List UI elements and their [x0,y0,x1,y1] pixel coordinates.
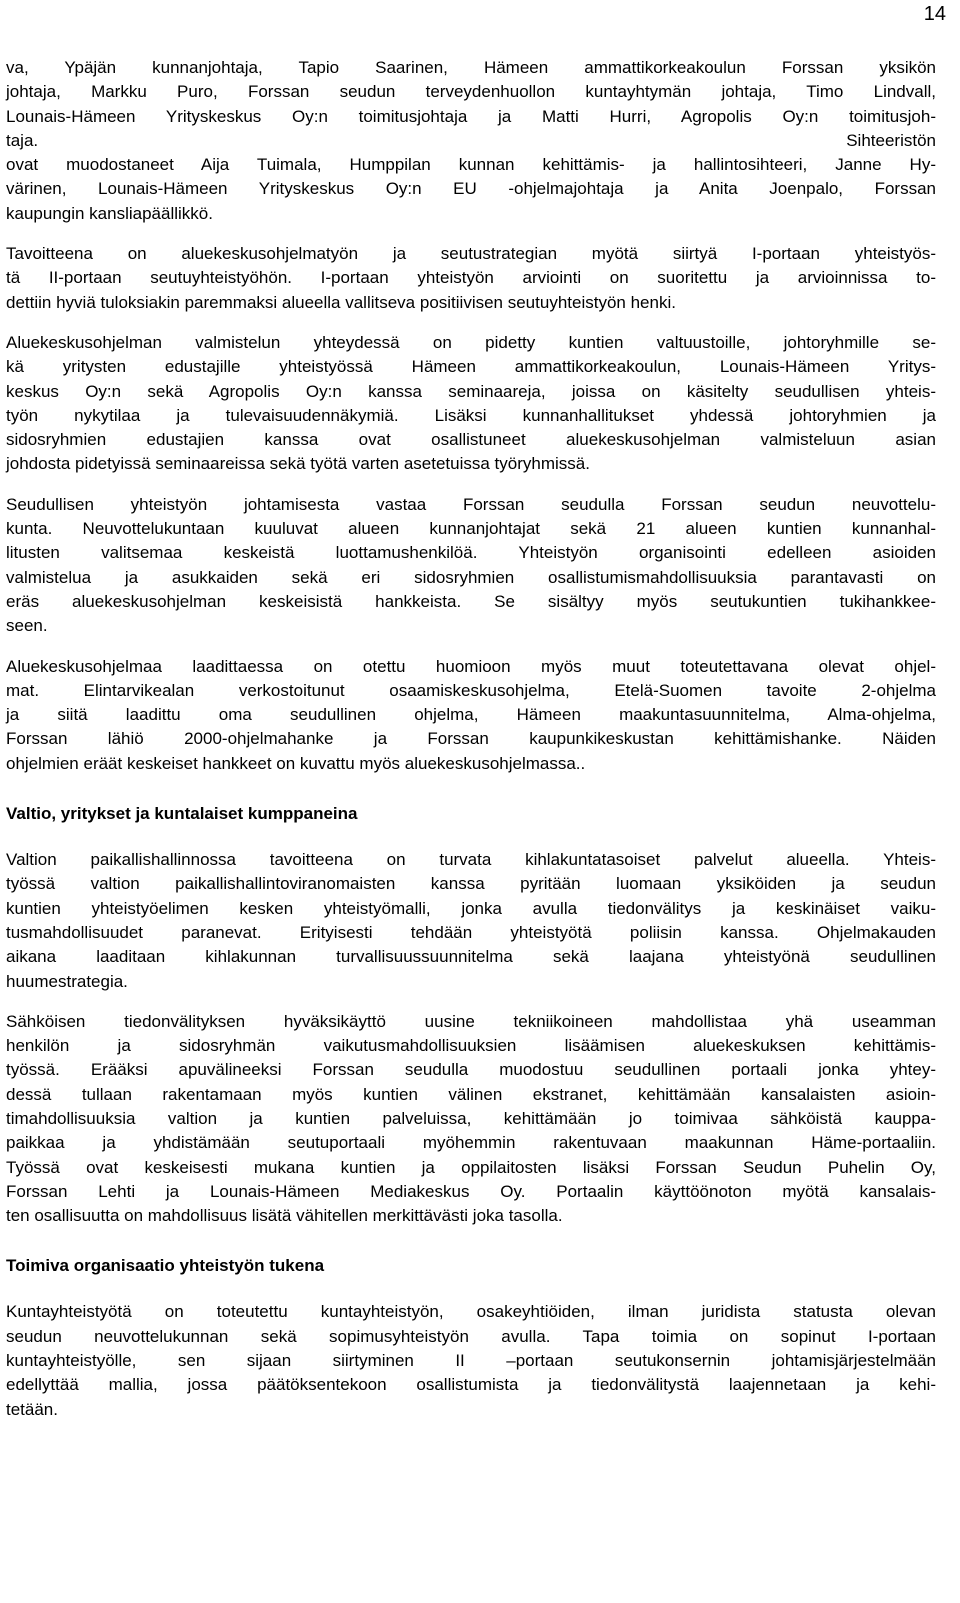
paragraph [6,655,936,776]
text-line: kä yritysten edustajille yhteistyössä Hämeen ammattikorkeakoulun, Lounais-Hämeen Yritys- [6,357,936,377]
text-line: Seudullisen yhteistyön johtamisesta vastaa Forssan seudulla Forssan seudun neuvottelu- [6,494,936,514]
text-line: keskus Oy:n sekä Agropolis Oy:n kanssa seminaareja, joissa on käsitelty seudullisen yhteis- [6,381,936,401]
paragraph [6,1010,936,1229]
text-line: valmistelua ja asukkaiden sekä eri sidosryhmien osallistumismahdollisuuksia parantavasti on [6,567,936,587]
partners-section [6,848,936,1228]
text-line: huumestrategia. [6,971,128,991]
section-heading-partners: Valtio, yritykset ja kuntalaiset kumppaneina [6,804,358,824]
text-line: Tavoitteena on aluekeskusohjelmatyön ja seutustrategian myötä siirtyä I-portaan yhteistyös- [6,244,936,264]
text-line: henkilön ja sidosryhmän vaikutusmahdollisuuksien lisäämisen aluekeskuksen kehittämis- [6,1036,936,1056]
text-line: värinen, Lounais-Hämeen Yrityskeskus Oy:n EU -ohjelmajohtaja ja Anita Joenpalo, Forssan [6,179,936,199]
text-line: johtaja, Markku Puro, Forssan seudun terveydenhuollon kuntayhtymän johtaja, Timo Lindvall, [6,82,936,102]
text-line: ten osallisuutta on mahdollisuus lisätä vähitellen merkittävästi joka tasolla. [6,1206,563,1226]
text-line: Aluekeskusohjelman valmistelun yhteydessä on pidetty kuntien valtuustoille, johtoryhmille se- [6,332,936,352]
text-line: kuntien yhteistyöelimen kesken yhteistyömalli, jonka avulla tiedonvälitys ja keskinäiset vaiku- [6,898,936,918]
text-line: työssä valtion paikallishallintoviranomaisten kanssa pyritään luomaan yksiköiden ja seudun [6,874,936,894]
text-line: Aluekeskusohjelmaa laadittaessa on otettu huomioon myös muut toteutettavana olevat ohjel- [6,656,936,676]
paragraph [6,331,936,477]
text-line: seen. [6,616,48,636]
text-line: kuntayhteistyölle, sen sijaan siirtyminen II –portaan seutukonsernin johtamisjärjestelmään [6,1351,936,1371]
text-line: johdosta pidetyissä seminaareissa sekä työtä varten asetetuissa työryhmissä. [6,454,590,474]
text-line: Sähköisen tiedonvälityksen hyväksikäyttö uusine tekniikoineen mahdollistaa yhä useamman [6,1011,936,1031]
text-line: Valtion paikallishallinnossa tavoitteena on turvata kihlakuntatasoiset palvelut alueella. Yhteis- [6,850,936,870]
section-heading-organisation: Toimiva organisaatio yhteistyön tukena [6,1256,325,1276]
paragraph [6,493,936,639]
text-line: seudun neuvottelukunnan sekä sopimusyhteistyön avulla. Tapa toimia on sopinut I-portaan [6,1326,936,1346]
text-line: tusmahdollisuudet paranevat. Erityisesti tehdään yhteistyötä poliisin kanssa. Ohjelmakauden [6,922,936,942]
text-line: aikana laaditaan kihlakunnan turvallisuussuunnitelma sekä laajana yhteistyönä seudullinen [6,947,936,967]
intro-section [6,56,936,776]
text-line: ohjelmien eräät keskeiset hankkeet on kuvattu myös aluekeskusohjelmassa.. [6,753,586,773]
text-line: eräs aluekeskusohjelman keskeisistä hankkeista. Se sisältyy myös seutukuntien tukihankkee- [6,591,936,611]
paragraph [6,56,936,226]
text-line: taja. Sihteeristön [6,130,936,150]
document-body [6,56,936,1438]
text-line: työn nykytilaa ja tulevaisuudennäkymiä. Lisäksi kunnanhallitukset yhdessä johtoryhmien ja [6,405,936,425]
text-line: tetään. [6,1399,58,1419]
text-line: ja siitä laadittu oma seudullinen ohjelma, Hämeen maakuntasuunnitelma, Alma-ohjelma, [6,705,936,725]
text-line: dettiin hyviä tuloksiakin paremmaksi alueella vallitseva positiivisen seutuyhteistyön henki. [6,292,676,312]
text-line: kaupungin kansliapäällikkö. [6,203,213,223]
text-line: paikkaa ja yhdistämään seutuportaali myöhemmin rakentuvaan maakunnan Häme-portaaliin. [6,1133,936,1153]
text-line: Forssan lähiö 2000-ohjelmahanke ja Forssan kaupunkikeskustan kehittämishanke. Näiden [6,729,936,749]
page-number: 14 [923,3,946,25]
paragraph [6,848,936,994]
text-line: tä II-portaan seutuyhteistyöhön. I-portaan yhteistyön arviointi on suoritettu ja arvioinnissa to- [6,268,936,288]
organisation-section [6,1300,936,1421]
text-line: edellyttää mallia, jossa päätöksentekoon osallistumista ja tiedonvälitystä laajennetaan ja kehi- [6,1375,936,1395]
text-line: dessä tullaan rakentamaan myös kuntien välinen ekstranet, kehittämään kansalaisten asioin- [6,1084,936,1104]
text-line: työssä. Erääksi apuvälineeksi Forssan seudulla muodostuu seudullinen portaali jonka yhtey- [6,1060,936,1080]
paragraph [6,1300,936,1421]
text-line: litusten valitsemaa keskeistä luottamushenkilöä. Yhteistyön organisointi edelleen asioiden [6,543,936,563]
text-line: Lounais-Hämeen Yrityskeskus Oy:n toimitusjohtaja ja Matti Hurri, Agropolis Oy:n toimitusjoh- [6,106,936,126]
text-line: ovat muodostaneet Aija Tuimala, Humppilan kunnan kehittämis- ja hallintosihteeri, Janne Hy- [6,155,936,175]
text-line: Työssä ovat keskeisesti mukana kuntien ja oppilaitosten lisäksi Forssan Seudun Puhelin Oy, [6,1157,936,1177]
paragraph [6,242,936,315]
text-line: kunta. Neuvottelukuntaan kuuluvat alueen kunnanjohtajat sekä 21 alueen kuntien kunnanhal- [6,519,936,539]
text-line: timahdollisuuksia valtion ja kuntien palveluissa, kehittämään jo toimivaa sähköistä kauppa- [6,1108,936,1128]
text-line: mat. Elintarvikealan verkostoitunut osaamiskeskusohjelma, Etelä-Suomen tavoite 2-ohjelma [6,680,936,700]
text-line: sidosryhmien edustajien kanssa ovat osallistuneet aluekeskusohjelman valmisteluun asian [6,430,936,450]
text-line: Forssan Lehti ja Lounais-Hämeen Mediakeskus Oy. Portaalin käyttöönoton myötä kansalais- [6,1181,936,1201]
text-line: Kuntayhteistyötä on toteutettu kuntayhteistyön, osakeyhtiöiden, ilman juridista statusta olevan [6,1302,936,1322]
text-line: va, Ypäjän kunnanjohtaja, Tapio Saarinen, Hämeen ammattikorkeakoulun Forssan yksikön [6,58,936,77]
